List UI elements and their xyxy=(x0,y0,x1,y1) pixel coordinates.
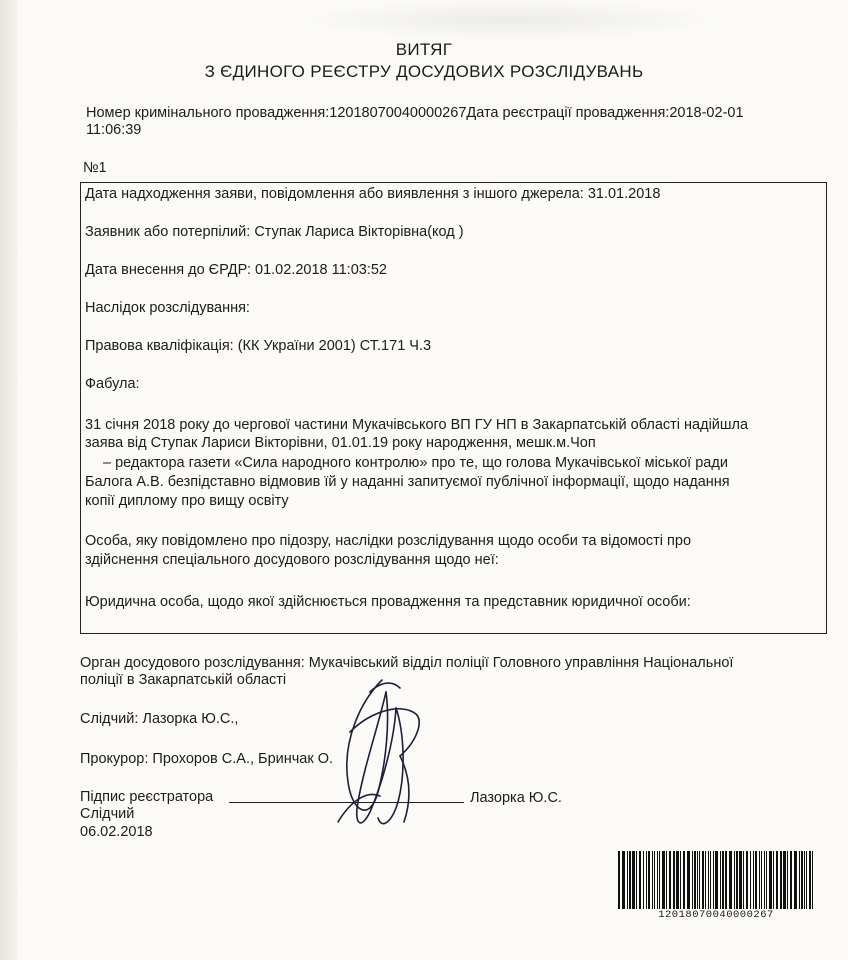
barcode-bar xyxy=(783,851,786,909)
barcode-bar xyxy=(801,851,803,909)
barcode-bar xyxy=(639,851,641,909)
case-number-line: Номер кримінального провадження:12018070040000267Дата реєстрації провадження:2018-02-01 xyxy=(86,105,744,121)
document-title: ВИТЯГ xyxy=(395,40,453,59)
barcode-bar xyxy=(743,851,744,909)
scan-page-edge xyxy=(0,0,18,960)
fabula-line-4: Балога А.В. безпідставно відмовив їй у наданні запитуємої публічної інформації, щодо надання xyxy=(85,474,730,490)
entry-box xyxy=(80,182,827,634)
barcode-bar xyxy=(804,851,805,909)
barcode-bar xyxy=(739,851,742,909)
barcode-bar xyxy=(759,851,760,909)
barcode-bar xyxy=(734,851,735,909)
barcode-bar xyxy=(773,851,774,909)
barcode-bar xyxy=(659,851,660,909)
document-date: 06.02.2018 xyxy=(80,824,153,840)
barcode-bar xyxy=(715,851,718,909)
legal-entity: Юридична особа, щодо якої здійснюється провадження та представник юридичної особи: xyxy=(85,594,691,610)
barcode-bar xyxy=(648,851,650,909)
barcode-bar xyxy=(722,851,724,909)
barcode-bar xyxy=(746,851,748,909)
investigation-organ-line-2: поліції в Закарпатській області xyxy=(80,672,287,688)
fabula-line-1: 31 січня 2018 року до чергової частини Мукачівського ВП ГУ НП в Закарпатській області надійшла xyxy=(85,417,749,433)
barcode-bar xyxy=(708,851,709,909)
barcode-bar xyxy=(618,851,620,909)
barcode-bar xyxy=(705,851,706,909)
suspect-line-2: здійснення спеціального досудового розслідування щодо неї: xyxy=(85,552,499,568)
barcode-bar xyxy=(806,851,807,909)
investigation-organ-line-1: Орган досудового розслідування: Мукачівський відділ поліції Головного управління Національної xyxy=(80,655,734,671)
legal-qualification: Правова кваліфікація: (КК України 2001) СТ.171 Ч.3 xyxy=(85,338,432,354)
barcode-bar xyxy=(761,851,762,909)
barcode-bar xyxy=(673,851,675,909)
barcode-bar xyxy=(643,851,644,909)
barcode-icon xyxy=(616,851,816,909)
barcode-bar xyxy=(713,851,714,909)
barcode-bar xyxy=(652,851,653,909)
barcode-bar xyxy=(809,851,811,909)
registrar-label: Підпис реєстратора xyxy=(80,789,214,805)
barcode-bar xyxy=(622,851,625,909)
barcode-bar xyxy=(753,851,754,909)
applicant: Заявник або потерпілий: Ступак Лариса Вікторівна(код ) xyxy=(85,224,464,240)
barcode-bar xyxy=(654,851,655,909)
fabula-line-3: – редактора газети «Сила народного контролю» про те, що голова Мукачівської міської ради xyxy=(103,455,728,471)
barcode-bar xyxy=(766,851,767,909)
barcode-bar xyxy=(694,851,696,909)
barcode-bar xyxy=(662,851,665,909)
document-subtitle: З ЄДИНОГО РЕЄСТРУ ДОСУДОВИХ РОЗСЛІДУВАНЬ xyxy=(204,62,644,81)
scan-smudge xyxy=(300,0,720,40)
barcode-bar xyxy=(776,851,778,909)
received-date: Дата надходження заяви, повідомлення або виявлення з іншого джерела: 31.01.2018 xyxy=(85,186,661,202)
fabula-line-5: копії диплому про вищу освіту xyxy=(85,493,289,509)
barcode-bar xyxy=(769,851,772,909)
barcode-bar xyxy=(632,851,635,909)
barcode-bar xyxy=(646,851,647,909)
barcode-bar xyxy=(755,851,757,909)
barcode-bar xyxy=(812,851,813,909)
fabula-line-2: заява від Ступак Лариси Вікторівни, 01.01.19 року народження, мешк.м.Чоп xyxy=(85,435,596,451)
investigator: Слідчий: Лазорка Ю.С., xyxy=(80,711,239,727)
fabula-label: Фабула: xyxy=(85,376,140,392)
barcode-bar xyxy=(699,851,700,909)
barcode-bar xyxy=(794,851,797,909)
entry-number: №1 xyxy=(83,160,107,176)
barcode-bar xyxy=(780,851,782,909)
registrar-role: Слідчий xyxy=(80,806,135,822)
barcode-bar xyxy=(787,851,788,909)
barcode-bar xyxy=(629,851,631,909)
barcode-bar xyxy=(627,851,628,909)
barcode-bar xyxy=(720,851,721,909)
case-time-line: 11:06:39 xyxy=(86,122,142,138)
registrar-name: Лазорка Ю.С. xyxy=(470,790,562,806)
barcode-bar xyxy=(687,851,690,909)
barcode-bar xyxy=(683,851,685,909)
barcode-bar xyxy=(676,851,679,909)
barcode-bar xyxy=(657,851,658,909)
barcode-bar xyxy=(710,851,711,909)
barcode-bar xyxy=(725,851,727,909)
barcode-bar xyxy=(702,851,704,909)
barcode-number: 12018070040000267 xyxy=(658,909,774,921)
barcode-bar xyxy=(729,851,732,909)
suspect-line-1: Особа, яку повідомлено про підозру, наслідки розслідування щодо особи та відомості про xyxy=(85,533,692,549)
barcode-bar xyxy=(790,851,792,909)
barcode-bar xyxy=(669,851,671,909)
barcode-bar xyxy=(764,851,765,909)
barcode-bar xyxy=(666,851,667,909)
barcode-bar xyxy=(680,851,681,909)
investigation-result: Наслідок розслідування: xyxy=(85,300,250,316)
barcode-bar xyxy=(736,851,738,909)
handwritten-signature-icon xyxy=(320,672,430,842)
barcode-bar xyxy=(750,851,751,909)
erdr-date: Дата внесення до ЄРДР: 01.02.2018 11:03:52 xyxy=(85,262,387,278)
prosecutor: Прокурор: Прохоров С.А., Бринчак О. xyxy=(80,751,334,767)
barcode-bar xyxy=(692,851,693,909)
barcode-bar xyxy=(636,851,637,909)
barcode-bar xyxy=(697,851,698,909)
barcode-bar xyxy=(799,851,800,909)
